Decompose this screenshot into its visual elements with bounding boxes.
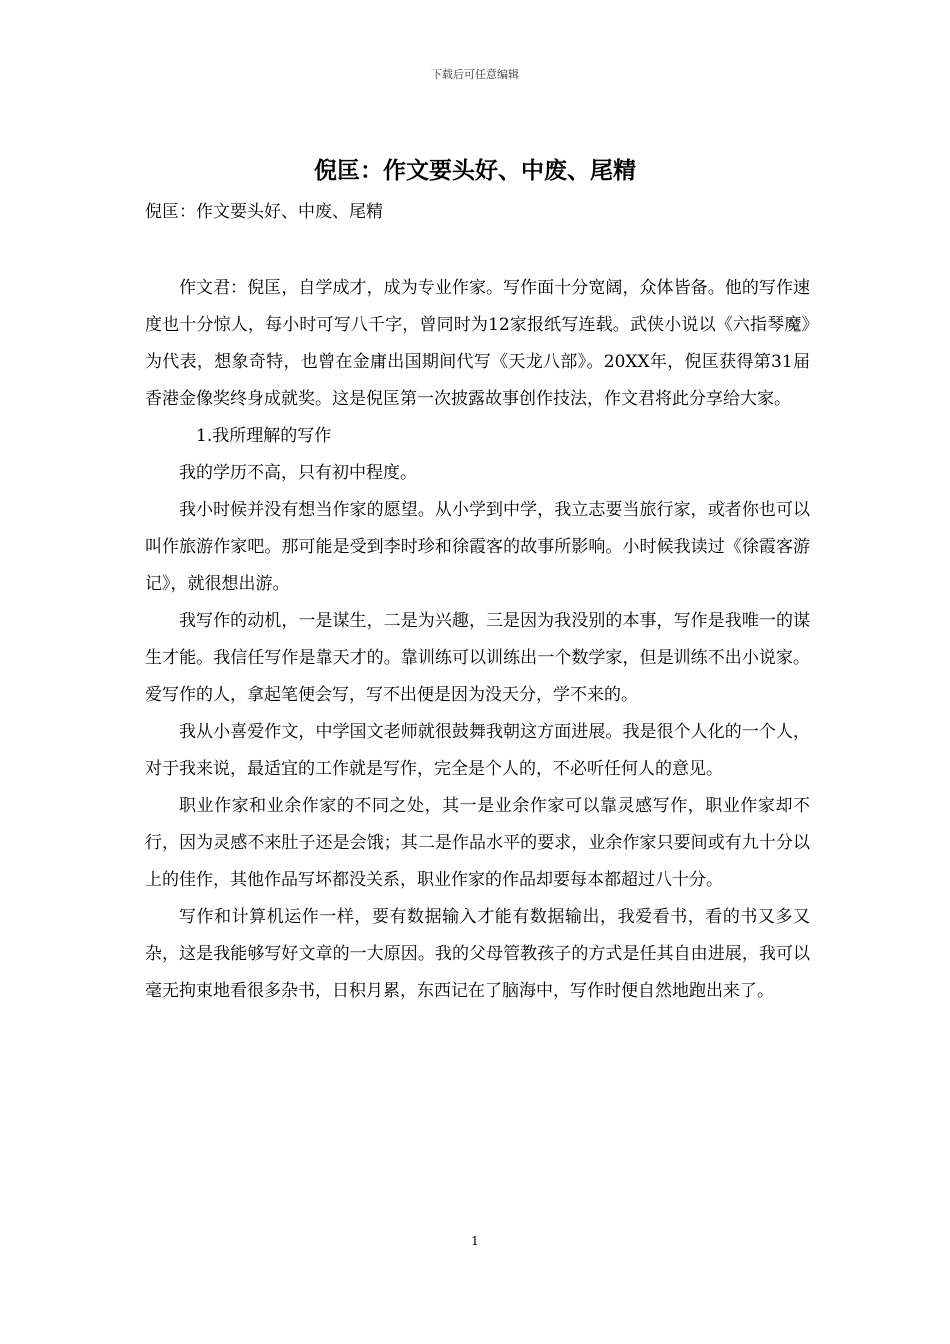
document-subtitle: 倪匡：作文要头好、中废、尾精 — [145, 202, 383, 222]
body-paragraph: 写作和计算机运作一样，要有数据输入才能有数据输出，我爱看书，看的书又多又杂，这是我能够写好文章的一大原因。我的父母管教孩子的方式是任其自由进展，我可以毫无拘束地看很多杂书，日积月累，东西记在了脑海中，写作时便自然地跑出来了。 — [145, 907, 810, 1001]
body-paragraph: 我写作的动机，一是谋生，二是为兴趣，三是因为我没别的本事，写作是我唯一的谋生才能。我信任写作是靠天才的。靠训练可以训练出一个数学家，但是训练不出小说家。爱写作的人，拿起笔便会写，写不出便是因为没天分，学不来的。 — [145, 611, 810, 705]
section-heading: 1.我所理解的写作 — [196, 426, 332, 446]
document-body — [145, 270, 810, 1010]
document-title: 倪匡：作文要头好、中废、尾精 — [314, 158, 636, 184]
page-number: 1 — [471, 1234, 479, 1248]
body-paragraph: 我从小喜爱作文，中学国文老师就很鼓舞我朝这方面进展。我是很个人化的一个人，对于我来说，最适宜的工作就是写作，完全是个人的，不必听任何人的意见。 — [145, 722, 810, 779]
body-paragraph: 我的学历不高，只有初中程度。 — [179, 463, 417, 483]
intro-paragraph: 作文君：倪匡，自学成才，成为专业作家。写作面十分宽阔，众体皆备。他的写作速度也十分惊人，每小时可写八千字，曾同时为12家报纸写连载。武侠小说以《六指琴魔》为代表，想象奇特，也曾在金庸出国期间代写《天龙八部》。20XX年，倪匡获得第31届香港金像奖终身成就奖。这是倪匡第一次披露故事创作技法，作文君将此分享给大家。 — [145, 278, 810, 409]
header-note: 下载后可任意编辑 — [431, 68, 519, 81]
body-paragraph: 职业作家和业余作家的不同之处，其一是业余作家可以靠灵感写作，职业作家却不行，因为灵感不来肚子还是会饿；其二是作品水平的要求，业余作家只要间或有九十分以上的佳作，其他作品写坏都没关系，职业作家的作品却要每本都超过八十分。 — [145, 796, 810, 890]
body-paragraph: 我小时候并没有想当作家的愿望。从小学到中学，我立志要当旅行家，或者你也可以叫作旅游作家吧。那可能是受到李时珍和徐霞客的故事所影响。小时候我读过《徐霞客游记》，就很想出游。 — [145, 500, 810, 594]
